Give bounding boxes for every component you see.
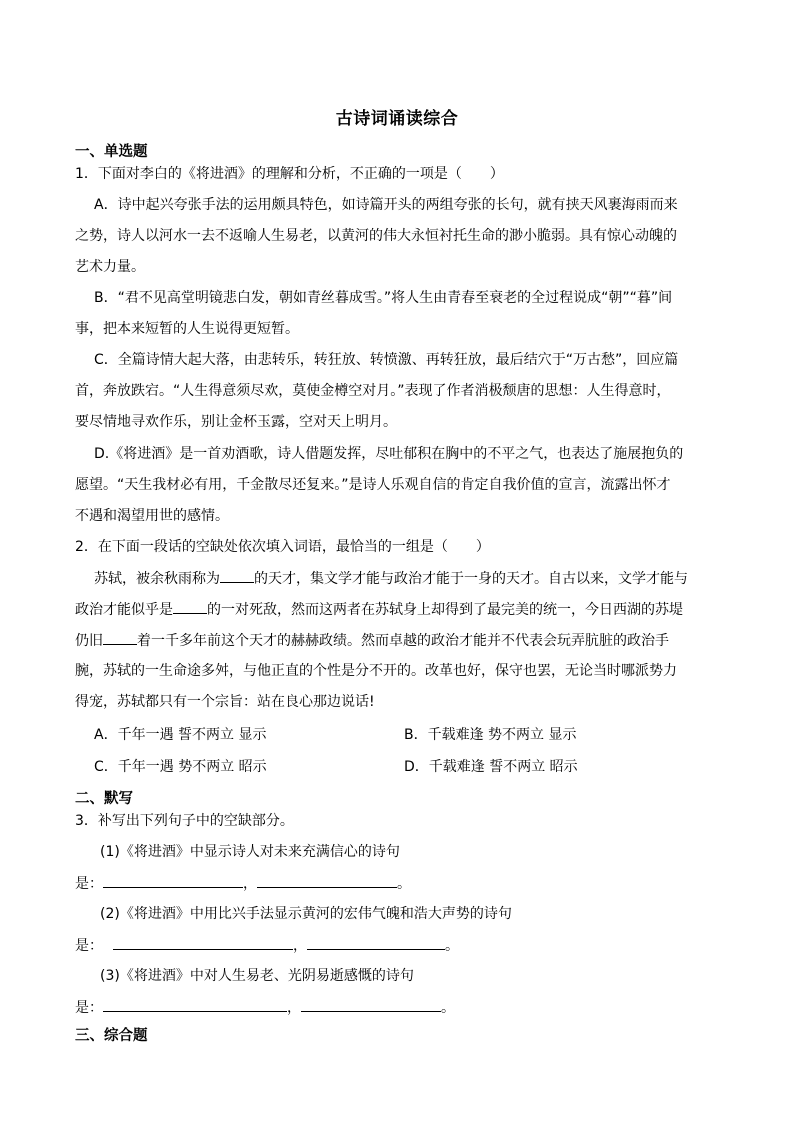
answer-end: 。: [441, 1000, 455, 1016]
answer-blank-2a: [113, 935, 293, 950]
page-title: 古诗词诵读综合: [335, 109, 459, 129]
answer-lead: 是：: [75, 1000, 103, 1016]
section-heading-comprehensive: 三、综合题: [75, 1028, 148, 1044]
q3-item-2-answer-line: [75, 935, 459, 956]
answer-separator: ，: [243, 876, 257, 892]
answer-lead: 是：: [75, 938, 103, 954]
section-heading-dictation: 二、默写: [75, 791, 133, 807]
q3-item-1-answer-line: [75, 873, 411, 894]
q3-item-1-prompt: (1)《将进酒》中显示诗人对未来充满信心的诗句: [100, 844, 400, 860]
fill-blank-2: [173, 599, 207, 614]
answer-end: 。: [397, 876, 411, 892]
q1-option-d-line-3: 不遇和渴望用世的感情。: [75, 508, 229, 524]
q2-passage-line-3: [75, 630, 669, 651]
q2-option-d: D．千载难逢 誓不两立 昭示: [404, 759, 578, 775]
q1-option-d-line-2: 愿望。“天生我材必有用，千金散尽还复来。”是诗人乐观自信的肯定自我价值的宣言，流露出怀才: [75, 477, 671, 493]
answer-blank-3a: [103, 997, 287, 1012]
q1-option-a-line-2: 之势，诗人以河水一去不返喻人生易老，以黄河的伟大永恒衬托生命的渺小脆弱。具有惊心动魄的: [75, 228, 677, 244]
q2-option-b: B．千载难逢 势不两立 显示: [404, 727, 577, 743]
answer-end: 。: [445, 938, 459, 954]
fill-blank-3: [103, 630, 137, 645]
q1-option-b-line-2: 事，把本来短暂的人生说得更短暂。: [75, 321, 299, 337]
answer-separator: ，: [287, 1000, 301, 1016]
question-1-stem: 1．下面对李白的《将进酒》的理解和分析，不正确的一项是（ ）: [75, 166, 504, 182]
q1-option-b-line-1: B．“君不见高堂明镜悲白发，朝如青丝暮成雪。”将人生由青春至衰老的全过程说成“朝”“暮”间: [94, 290, 673, 306]
q3-item-2-prompt: (2)《将进酒》中用比兴手法显示黄河的宏伟气魄和浩大声势的诗句: [100, 906, 512, 922]
q2-option-a: A．千年一遇 誓不两立 显示: [94, 727, 267, 743]
q2-passage-line-1: [94, 568, 688, 589]
answer-blank-1b: [257, 873, 397, 888]
question-3-stem: 3．补写出下列句子中的空缺部分。: [75, 813, 294, 829]
q2-passage-line-5: 得宠，苏轼都只有一个宗旨：站在良心那边说话!: [75, 694, 375, 710]
answer-lead: 是：: [75, 876, 103, 892]
answer-blank-1a: [103, 873, 243, 888]
q2-option-c: C．千年一遇 势不两立 昭示: [94, 759, 267, 775]
q2-passage-text: 苏轼，被余秋雨称为: [94, 571, 220, 587]
answer-blank-2b: [307, 935, 445, 950]
fill-blank-1: [220, 568, 254, 583]
q3-item-3-answer-line: [75, 997, 455, 1018]
q1-option-d-line-1: D.《将进酒》是一首劝酒歌，诗人借题发挥，尽吐郁积在胸中的不平之气，也表达了施展抱负的: [94, 446, 684, 462]
answer-separator: ，: [293, 938, 307, 954]
answer-blank-3b: [301, 997, 441, 1012]
q2-passage-text: 的一对死敌，然而这两者在苏轼身上却得到了最完美的统一，今日西湖的苏堤: [207, 602, 683, 618]
q2-passage-text: 仍旧: [75, 633, 103, 649]
section-heading-single-choice: 一、单选题: [75, 144, 148, 160]
q2-passage-text: 政治才能似乎是: [75, 602, 173, 618]
q2-passage-text: 的天才，集文学才能与政治才能于一身的天才。自古以来，文学才能与: [254, 571, 688, 587]
q1-option-c-line-1: C．全篇诗情大起大落，由悲转乐，转狂放、转愤激、再转狂放，最后结穴于“万古愁”，回应篇: [94, 352, 679, 368]
q1-option-a-line-3: 艺术力量。: [75, 259, 145, 275]
question-2-stem: 2．在下面一段话的空缺处依次填入词语，最恰当的一组是（ ）: [75, 539, 490, 555]
q2-passage-line-4: 腕，苏轼的一生命途多舛，与他正直的个性是分不开的。改革也好，保守也罢，无论当时哪派势力: [75, 663, 677, 679]
q2-passage-line-2: [75, 599, 683, 620]
q1-option-c-line-3: 要尽情地寻欢作乐，别让金杯玉露，空对天上明月。: [75, 414, 397, 430]
q1-option-a-line-1: A．诗中起兴夸张手法的运用颇具特色，如诗篇开头的两组夸张的长句，就有挟天风裹海雨而来: [94, 197, 678, 213]
q1-option-c-line-2: 首，奔放跌宕。“人生得意须尽欢，莫使金樽空对月。”表现了作者消极颓唐的思想：人生得意时，: [75, 383, 671, 399]
q2-passage-text: 着一千多年前这个天才的赫赫政绩。然而卓越的政治才能并不代表会玩弄肮脏的政治手: [137, 633, 669, 649]
q3-item-3-prompt: (3)《将进酒》中对人生易老、光阴易逝感慨的诗句: [100, 968, 414, 984]
